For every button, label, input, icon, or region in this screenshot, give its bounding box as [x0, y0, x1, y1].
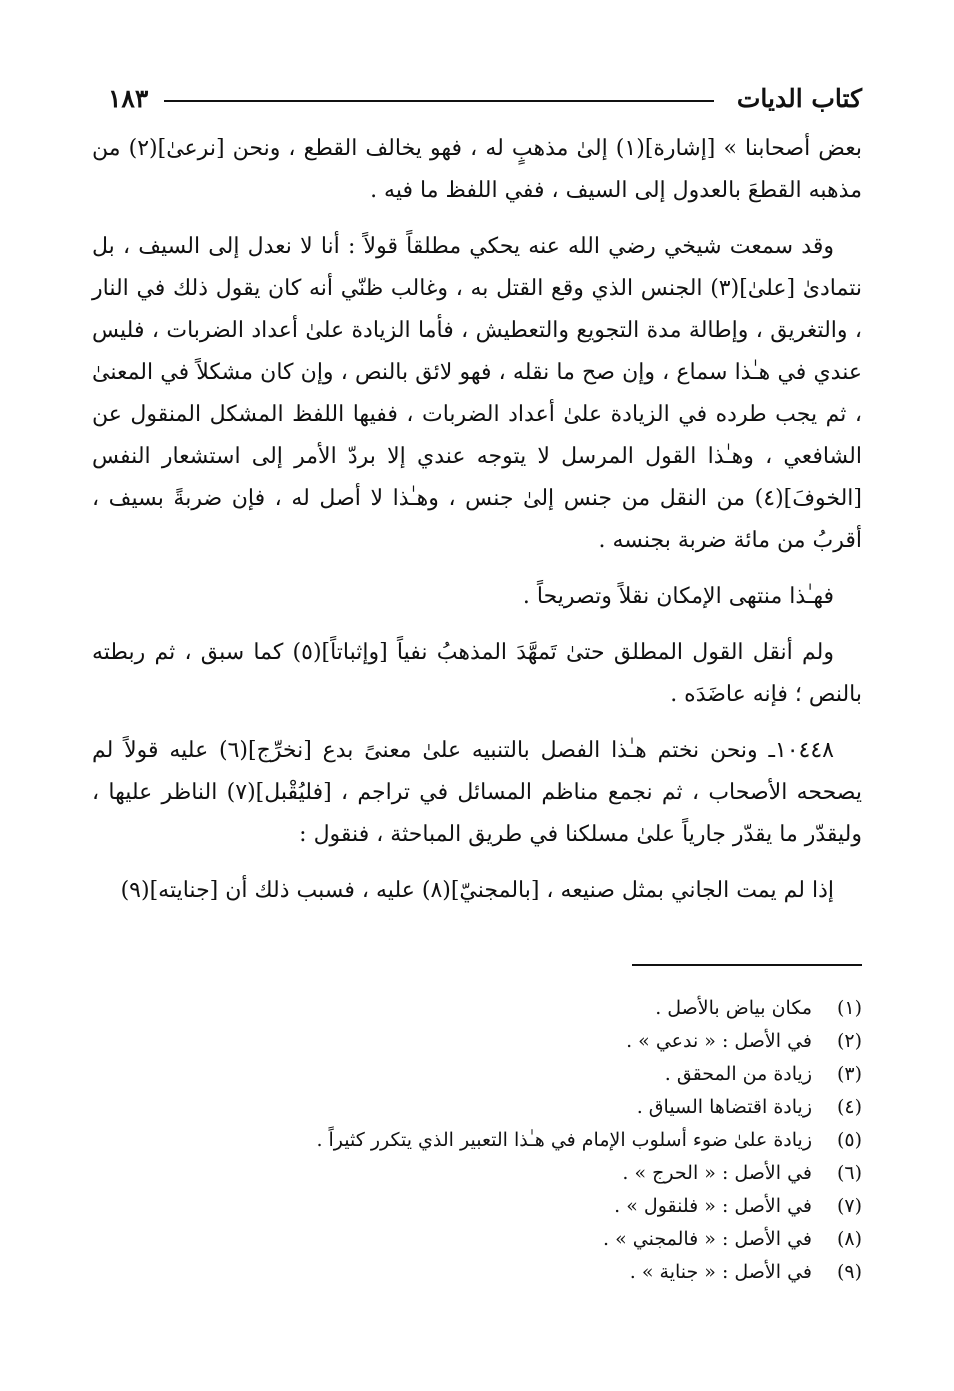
page-number: ١٨٣ [108, 84, 149, 113]
footnote [150, 992, 862, 1025]
footnotes [150, 992, 862, 1289]
footnote [150, 1223, 862, 1256]
footnote-number: (٨) [836, 1228, 862, 1250]
footnote [150, 1124, 862, 1157]
footnote-text: في الأصل : « الحرج » . [622, 1162, 812, 1184]
footnote-number: (٦) [836, 1162, 862, 1184]
footnote-text: في الأصل : « فلنقول » . [614, 1195, 812, 1217]
page-header [108, 84, 862, 124]
footnote-text: في الأصل : « ندعي » . [626, 1030, 812, 1052]
paragraph: ١٠٤٤٨ـ ونحن نختم هـٰذا الفصل بالتنبيه علىٰ معنىً بدع [نخرِّج](٦) عليه قولاً لم يصححه الأصحاب ، ثم نجمع مناظم المسائل في تراجم ، [فليُقْبل](٧) الناظر عليها ، وليقدّر ما يقدّر جارياً علىٰ مسلكنا في طريق المباحثة ، فنقول : [92, 738, 862, 847]
paragraph: إذا لم يمت الجاني بمثل صنيعه ، [بالمجنيّ](٨) عليه ، فسبب ذلك أن [جنايته](٩) [120, 878, 834, 903]
paragraph: فهـٰذا منتهى الإمكان نقلاً وتصريحاً . [522, 584, 834, 609]
footnote-text: مكان بياض بالأصل . [655, 997, 812, 1019]
paragraph: بعض أصحابنا » [إشارة](١) إلىٰ مذهبٍ له ، فهو يخالف القطع ، ونحن [نرعىٰ](٢) من مذهبه القطعَ بالعدول إلى السيف ، ففي اللفظ ما فيه . [92, 136, 862, 203]
footnote [150, 1190, 862, 1223]
footnote-separator [632, 964, 862, 966]
footnote [150, 1157, 862, 1190]
footnote-number: (٧) [836, 1195, 862, 1217]
book-title: كتاب الديات [736, 84, 862, 113]
footnote [150, 1256, 862, 1289]
footnote-number: (٢) [836, 1030, 862, 1052]
paragraph: ولم أنقل القول المطلق حتىٰ تَمهَّدَ المذهبُ نفياً [وإثباتاً](٥) كما سبق ، ثم ربطته بالنص ؛ فإنه عاضَدَه . [92, 640, 862, 707]
header-rule [164, 100, 714, 102]
footnote-text: زيادة علىٰ ضوء أسلوب الإمام في هـٰذا التعبير الذي يتكرر كثيراً . [316, 1129, 812, 1151]
footnote [150, 1091, 862, 1124]
footnote-number: (٩) [836, 1261, 862, 1283]
footnote-text: في الأصل : « جناية » . [629, 1261, 812, 1283]
footnote-text: زيادة اقتضاها السياق . [636, 1096, 812, 1118]
footnote-text: زيادة من المحقق . [664, 1063, 812, 1085]
main-text [92, 128, 862, 926]
footnote-number: (٤) [836, 1096, 862, 1118]
footnote [150, 1025, 862, 1058]
footnote-text: في الأصل : « فالمجني » . [603, 1228, 812, 1250]
footnote [150, 1058, 862, 1091]
footnote-number: (٣) [836, 1063, 862, 1085]
footnote-number: (١) [836, 997, 862, 1019]
footnote-number: (٥) [836, 1129, 862, 1151]
paragraph: وقد سمعت شيخي رضي الله عنه يحكي مطلقاً قولاً : أنا لا نعدل إلى السيف ، بل نتمادىٰ [علىٰ](٣) الجنس الذي وقع القتل به ، وغالب ظنّي أنه كان يقول ذلك في النار ، والتغريق ، وإطالة مدة التجويع والتعطيش ، فأما الزيادة علىٰ أعداد الضربات ، فليس عندي في هـٰذا سماع ، وإن صح ما نقله ، فهو لائق بالنص ، وإن كان مشكلاً في المعنىٰ ، ثم يجب طرده في الزيادة علىٰ أعداد الضربات ، ففيها اللفظ المشكل المنقول عن الشافعي ، وهـٰذا القول المرسل لا يتوجه عندي إلا بردّ الأمر إلى استشعار النفس [الخوفَ](٤) من النقل من جنس إلىٰ جنس ، وهـٰذا لا أصل له ، فإن ضربةً بسيف ، أقربُ من مائة ضربة بجنسه . [92, 234, 862, 553]
